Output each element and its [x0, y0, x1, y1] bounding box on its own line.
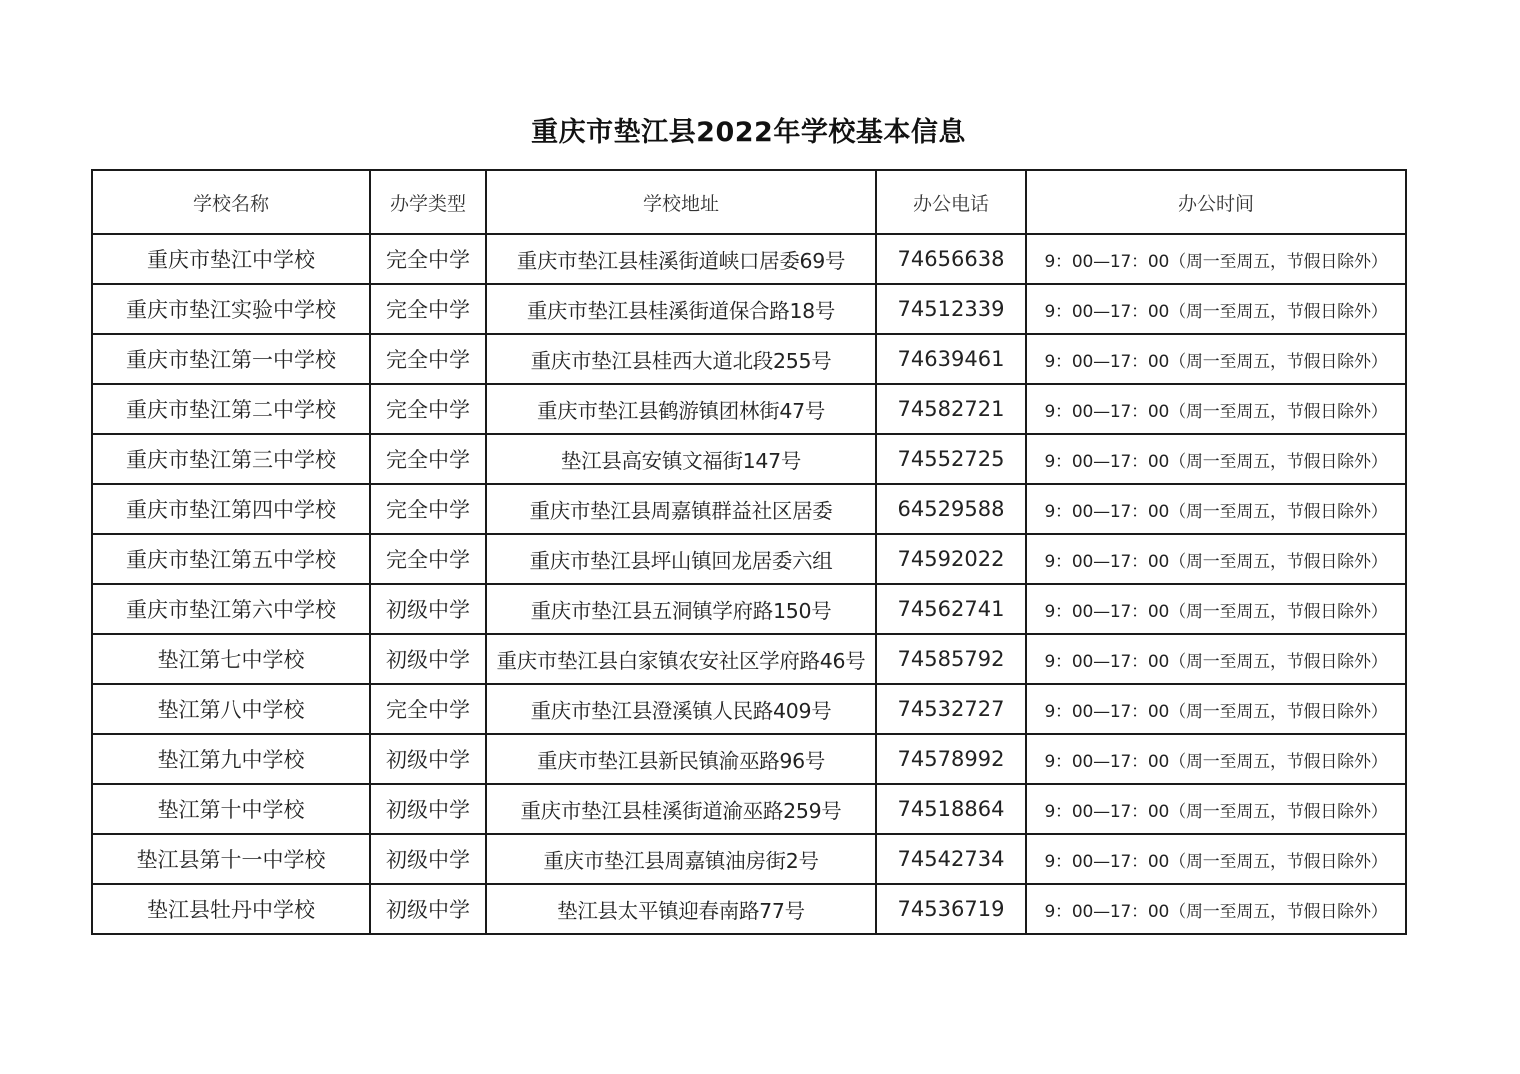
school-name-cell: 垫江第七中学校 — [92, 634, 370, 684]
office-phone-cell: 74582721 — [876, 384, 1026, 434]
school-address-cell: 重庆市垫江县周嘉镇群益社区居委 — [486, 484, 876, 534]
office-hours-cell: 9：00—17：00（周一至周五，节假日除外） — [1026, 784, 1406, 834]
table-row — [92, 484, 1406, 534]
school-type-cell: 初级中学 — [370, 584, 486, 634]
office-hours-cell: 9：00—17：00（周一至周五，节假日除外） — [1026, 484, 1406, 534]
office-hours-cell: 9：00—17：00（周一至周五，节假日除外） — [1026, 284, 1406, 334]
school-name-cell: 重庆市垫江第六中学校 — [92, 584, 370, 634]
table-row — [92, 384, 1406, 434]
school-type-cell: 初级中学 — [370, 734, 486, 784]
school-name-cell: 垫江第八中学校 — [92, 684, 370, 734]
school-address-cell: 重庆市垫江县澄溪镇人民路409号 — [486, 684, 876, 734]
office-phone-cell: 74536719 — [876, 884, 1026, 934]
school-type-cell: 完全中学 — [370, 534, 486, 584]
school-type-cell: 初级中学 — [370, 884, 486, 934]
office-phone-cell: 74639461 — [876, 334, 1026, 384]
office-phone-cell: 74585792 — [876, 634, 1026, 684]
table-row — [92, 734, 1406, 784]
school-type-cell: 完全中学 — [370, 434, 486, 484]
office-phone-cell: 74532727 — [876, 684, 1026, 734]
school-address-cell: 重庆市垫江县五洞镇学府路150号 — [486, 584, 876, 634]
school-name-cell: 垫江县牡丹中学校 — [92, 884, 370, 934]
school-type-cell: 完全中学 — [370, 234, 486, 284]
table-row — [92, 234, 1406, 284]
school-type-cell: 完全中学 — [370, 334, 486, 384]
table-row — [92, 534, 1406, 584]
office-hours-cell: 9：00—17：00（周一至周五，节假日除外） — [1026, 834, 1406, 884]
school-address-cell: 重庆市垫江县桂西大道北段255号 — [486, 334, 876, 384]
table-row — [92, 584, 1406, 634]
school-name-cell: 重庆市垫江第四中学校 — [92, 484, 370, 534]
office-hours-cell: 9：00—17：00（周一至周五，节假日除外） — [1026, 884, 1406, 934]
school-type-cell: 完全中学 — [370, 384, 486, 434]
table-row — [92, 784, 1406, 834]
office-phone-cell: 74578992 — [876, 734, 1026, 784]
page-title: 重庆市垫江县2022年学校基本信息 — [531, 117, 966, 148]
office-hours-cell: 9：00—17：00（周一至周五，节假日除外） — [1026, 734, 1406, 784]
office-hours-cell: 9：00—17：00（周一至周五，节假日除外） — [1026, 684, 1406, 734]
office-hours-cell: 9：00—17：00（周一至周五，节假日除外） — [1026, 334, 1406, 384]
table-body — [92, 234, 1406, 934]
office-hours-cell: 9：00—17：00（周一至周五，节假日除外） — [1026, 584, 1406, 634]
school-name-cell: 重庆市垫江第三中学校 — [92, 434, 370, 484]
school-address-cell: 重庆市垫江县周嘉镇油房街2号 — [486, 834, 876, 884]
header-office-phone: 办公电话 — [876, 170, 1026, 234]
school-type-cell: 初级中学 — [370, 784, 486, 834]
office-hours-cell: 9：00—17：00（周一至周五，节假日除外） — [1026, 434, 1406, 484]
office-phone-cell: 74592022 — [876, 534, 1026, 584]
school-address-cell: 重庆市垫江县桂溪街道渝巫路259号 — [486, 784, 876, 834]
school-name-cell: 重庆市垫江中学校 — [92, 234, 370, 284]
header-office-hours: 办公时间 — [1026, 170, 1406, 234]
school-address-cell: 垫江县太平镇迎春南路77号 — [486, 884, 876, 934]
school-name-cell: 垫江第十中学校 — [92, 784, 370, 834]
table-row — [92, 834, 1406, 884]
school-name-cell: 重庆市垫江第五中学校 — [92, 534, 370, 584]
school-name-cell: 重庆市垫江第二中学校 — [92, 384, 370, 434]
school-type-cell: 初级中学 — [370, 634, 486, 684]
table-row — [92, 884, 1406, 934]
school-name-cell: 重庆市垫江第一中学校 — [92, 334, 370, 384]
school-address-cell: 重庆市垫江县桂溪街道保合路18号 — [486, 284, 876, 334]
office-phone-cell: 74562741 — [876, 584, 1026, 634]
school-address-cell: 重庆市垫江县新民镇渝巫路96号 — [486, 734, 876, 784]
office-phone-cell: 74518864 — [876, 784, 1026, 834]
office-hours-cell: 9：00—17：00（周一至周五，节假日除外） — [1026, 634, 1406, 684]
school-type-cell: 完全中学 — [370, 284, 486, 334]
school-address-cell: 重庆市垫江县桂溪街道峡口居委69号 — [486, 234, 876, 284]
school-address-cell: 重庆市垫江县鹤游镇团林街47号 — [486, 384, 876, 434]
office-phone-cell: 64529588 — [876, 484, 1026, 534]
office-hours-cell: 9：00—17：00（周一至周五，节假日除外） — [1026, 534, 1406, 584]
table-row — [92, 334, 1406, 384]
office-hours-cell: 9：00—17：00（周一至周五，节假日除外） — [1026, 234, 1406, 284]
table-row — [92, 434, 1406, 484]
school-address-cell: 垫江县高安镇文福街147号 — [486, 434, 876, 484]
table-row — [92, 284, 1406, 334]
table-row — [92, 634, 1406, 684]
header-school-address: 学校地址 — [486, 170, 876, 234]
office-phone-cell: 74656638 — [876, 234, 1026, 284]
table-row — [92, 684, 1406, 734]
school-name-cell: 垫江县第十一中学校 — [92, 834, 370, 884]
school-type-cell: 完全中学 — [370, 684, 486, 734]
office-hours-cell: 9：00—17：00（周一至周五，节假日除外） — [1026, 384, 1406, 434]
table-header-row — [92, 170, 1406, 234]
school-address-cell: 重庆市垫江县坪山镇回龙居委六组 — [486, 534, 876, 584]
office-phone-cell: 74542734 — [876, 834, 1026, 884]
header-school-name: 学校名称 — [92, 170, 370, 234]
office-phone-cell: 74552725 — [876, 434, 1026, 484]
school-name-cell: 重庆市垫江实验中学校 — [92, 284, 370, 334]
school-info-table — [91, 169, 1407, 935]
school-type-cell: 完全中学 — [370, 484, 486, 534]
office-phone-cell: 74512339 — [876, 284, 1026, 334]
header-school-type: 办学类型 — [370, 170, 486, 234]
school-name-cell: 垫江第九中学校 — [92, 734, 370, 784]
school-type-cell: 初级中学 — [370, 834, 486, 884]
school-address-cell: 重庆市垫江县白家镇农安社区学府路46号 — [486, 634, 876, 684]
